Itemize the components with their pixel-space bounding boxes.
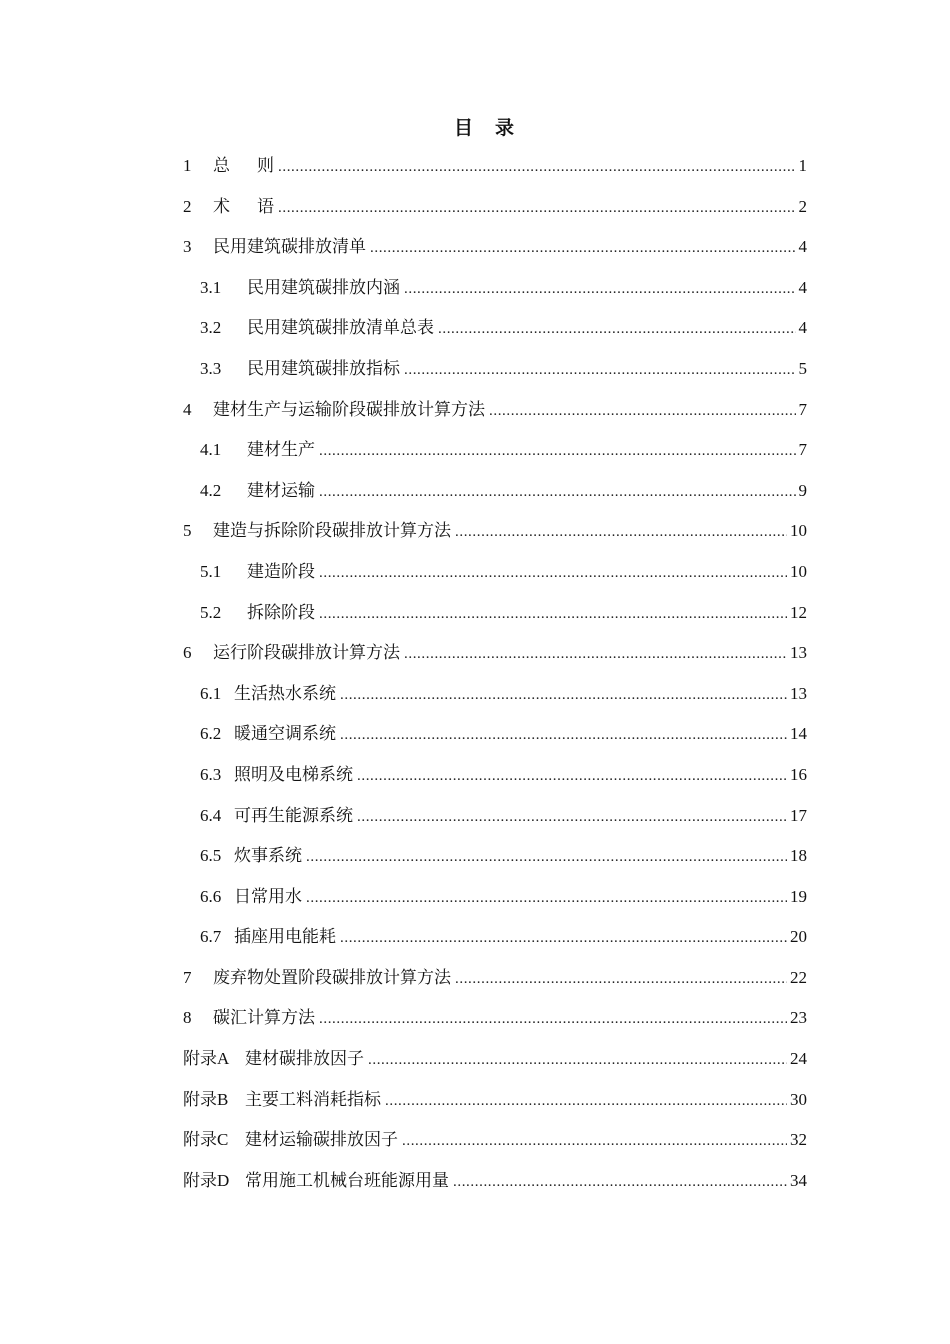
toc-entry-label: 炊事系统	[234, 846, 302, 866]
dot-leader	[306, 845, 787, 869]
toc-entry-number: 4.1	[200, 440, 222, 460]
toc-entry-page: 13	[790, 683, 807, 703]
dot-leader	[319, 439, 796, 463]
toc-entry-page: 7	[798, 399, 807, 419]
toc-entry-page: 10	[790, 561, 807, 581]
dot-leader	[404, 358, 796, 382]
toc-entry-label: 插座用电能耗	[234, 927, 336, 947]
toc-entry-number: 5.2	[200, 602, 222, 622]
toc-entry-label: 日常用水	[234, 886, 302, 906]
toc-entry-label: 民用建筑碳排放指标	[247, 358, 400, 378]
toc-entry-label: 常用施工机械台班能源用量	[245, 1170, 449, 1190]
toc-entry-label: 民用建筑碳排放清单	[213, 237, 366, 257]
toc-entry[interactable]	[183, 804, 807, 845]
dot-leader	[402, 1129, 787, 1153]
toc-entry-page: 32	[790, 1130, 807, 1150]
dot-leader	[340, 926, 787, 950]
toc-entry[interactable]	[183, 519, 807, 560]
toc-entry-number: 6.3	[200, 764, 222, 784]
toc-entry-number: 1	[183, 156, 192, 175]
dot-leader	[489, 399, 796, 423]
toc-list	[183, 154, 807, 1209]
toc-entry-number: 6.7	[200, 927, 222, 947]
toc-entry-number: 3.2	[200, 318, 222, 338]
toc-entry-number: 6.5	[200, 846, 222, 866]
toc-entry-number: 7	[183, 967, 192, 987]
toc-entry-page: 4	[798, 237, 807, 257]
toc-entry-page: 12	[790, 602, 807, 622]
dot-leader	[278, 196, 796, 220]
toc-entry-label: 照明及电梯系统	[234, 764, 353, 784]
toc-entry-page: 22	[790, 967, 807, 987]
toc-entry[interactable]	[183, 966, 807, 1007]
toc-entry-label: 主要工料消耗指标	[245, 1089, 381, 1109]
toc-entry-page: 10	[790, 521, 807, 541]
dot-leader	[319, 480, 796, 504]
toc-entry-number: 2	[183, 196, 192, 216]
toc-entry-number: 附录D	[183, 1170, 230, 1190]
toc-entry-number: 6.4	[200, 805, 222, 825]
toc-entry-label: 运行阶段碳排放计算方法	[213, 643, 400, 663]
dot-leader	[453, 1170, 787, 1194]
toc-entry[interactable]	[183, 601, 807, 642]
toc-entry-number: 6.2	[200, 724, 222, 744]
toc-entry-number: 6.6	[200, 886, 222, 906]
dot-leader	[340, 683, 787, 707]
toc-entry-label: 暖通空调系统	[234, 724, 336, 744]
toc-entry-page: 4	[798, 277, 807, 297]
toc-entry-page: 17	[790, 805, 807, 825]
toc-entry-number: 5.1	[200, 561, 222, 581]
toc-entry[interactable]	[183, 276, 807, 317]
toc-entry-label: 生活热水系统	[234, 683, 336, 703]
toc-entry-label: 建材生产	[247, 440, 315, 460]
toc-entry-number: 3	[183, 237, 192, 257]
toc-entry-label: 总则	[213, 156, 301, 175]
toc-entry[interactable]	[183, 1006, 807, 1047]
dot-leader	[404, 642, 787, 666]
toc-entry[interactable]	[183, 357, 807, 398]
toc-entry-number: 4.2	[200, 480, 222, 500]
toc-entry-number: 3.3	[200, 358, 222, 378]
dot-leader	[306, 886, 787, 910]
toc-entry-number: 8	[183, 1008, 192, 1028]
toc-entry[interactable]	[183, 1088, 807, 1129]
toc-entry-page: 5	[798, 358, 807, 378]
toc-entry-label: 碳汇计算方法	[213, 1008, 315, 1028]
toc-entry-page: 18	[790, 846, 807, 866]
dot-leader	[404, 277, 796, 301]
toc-entry-label: 民用建筑碳排放清单总表	[247, 318, 434, 338]
toc-entry-label: 民用建筑碳排放内涵	[247, 277, 400, 297]
toc-entry[interactable]	[183, 479, 807, 520]
dot-leader	[319, 1007, 787, 1031]
dot-leader	[319, 602, 787, 626]
toc-entry-number: 附录A	[183, 1049, 230, 1069]
toc-entry-number: 附录B	[183, 1089, 229, 1109]
toc-entry[interactable]	[183, 195, 807, 236]
toc-entry[interactable]	[183, 722, 807, 763]
toc-entry-label: 建材运输碳排放因子	[245, 1130, 398, 1150]
toc-entry-page: 19	[790, 886, 807, 906]
toc-entry-label: 废弃物处置阶段碳排放计算方法	[213, 967, 451, 987]
toc-entry-page: 9	[798, 480, 807, 500]
toc-entry-page: 24	[790, 1049, 807, 1069]
toc-entry-number: 3.1	[200, 277, 222, 297]
dot-leader	[357, 805, 787, 829]
toc-entry[interactable]	[183, 1047, 807, 1088]
toc-entry-label: 术语	[213, 196, 301, 216]
dot-leader	[385, 1089, 787, 1113]
toc-entry-page: 13	[790, 643, 807, 663]
toc-entry-number: 附录C	[183, 1130, 229, 1150]
dot-leader	[340, 723, 787, 747]
toc-entry[interactable]	[183, 844, 807, 885]
toc-entry[interactable]	[183, 560, 807, 601]
toc-entry-label: 可再生能源系统	[234, 805, 353, 825]
dot-leader	[455, 967, 787, 991]
toc-entry[interactable]	[183, 398, 807, 439]
dot-leader	[278, 155, 796, 179]
toc-entry[interactable]	[183, 885, 807, 926]
toc-entry[interactable]	[183, 154, 807, 195]
toc-entry-page: 1	[798, 156, 807, 175]
toc-entry-number: 6.1	[200, 683, 222, 703]
toc-entry-number: 6	[183, 643, 192, 663]
dot-leader	[370, 236, 796, 260]
toc-entry-number: 4	[183, 399, 192, 419]
toc-entry-page: 30	[790, 1089, 807, 1109]
dot-leader	[455, 520, 787, 544]
dot-leader	[319, 561, 787, 585]
toc-entry-page: 4	[798, 318, 807, 338]
toc-entry-label: 建造与拆除阶段碳排放计算方法	[213, 521, 451, 541]
toc-entry-page: 2	[798, 196, 807, 216]
toc-entry-page: 14	[790, 724, 807, 744]
toc-entry-page: 7	[798, 440, 807, 460]
toc-entry[interactable]	[183, 641, 807, 682]
toc-entry-label: 建材生产与运输阶段碳排放计算方法	[213, 399, 485, 419]
toc-entry-number: 5	[183, 521, 192, 541]
toc-entry-label: 建材碳排放因子	[245, 1049, 364, 1069]
toc-entry-label: 建材运输	[247, 480, 315, 500]
toc-entry-label: 建造阶段	[247, 561, 315, 581]
toc-entry-page: 34	[790, 1170, 807, 1190]
toc-entry-label: 拆除阶段	[247, 602, 315, 622]
dot-leader	[438, 317, 796, 341]
toc-entry[interactable]	[183, 235, 807, 276]
toc-entry[interactable]	[183, 682, 807, 723]
toc-title: 目录	[453, 118, 536, 139]
toc-entry[interactable]	[183, 1128, 807, 1169]
toc-entry[interactable]	[183, 316, 807, 357]
toc-entry-page: 16	[790, 764, 807, 784]
toc-entry-page: 20	[790, 927, 807, 947]
dot-leader	[357, 764, 787, 788]
toc-entry[interactable]	[183, 925, 807, 966]
toc-entry[interactable]	[183, 438, 807, 479]
toc-entry[interactable]	[183, 1169, 807, 1210]
toc-entry-page: 23	[790, 1008, 807, 1028]
toc-entry[interactable]	[183, 763, 807, 804]
dot-leader	[368, 1048, 787, 1072]
